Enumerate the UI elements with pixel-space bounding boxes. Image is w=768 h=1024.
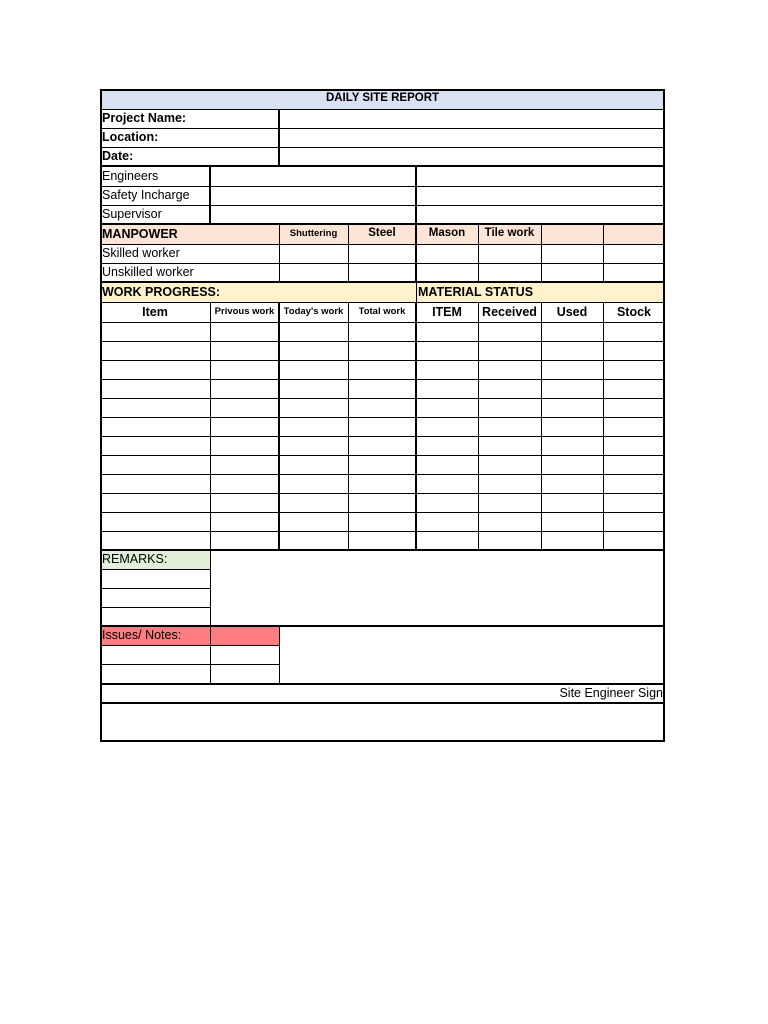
project-name-label: Project Name: (102, 111, 187, 126)
skilled-worker-label: Skilled worker (102, 246, 180, 261)
progress-col-today: Today's work (283, 306, 344, 318)
material-col-0: ITEM (432, 304, 462, 319)
safety-incharge-label: Safety Incharge (102, 188, 190, 203)
location-label: Location: (102, 130, 159, 145)
site-engineer-sign-label: Site Engineer Sign (559, 686, 663, 701)
material-col-3: Stock (616, 304, 652, 319)
progress-col-previous: Privous work (214, 306, 275, 318)
report-title: DAILY SITE REPORT (100, 89, 665, 109)
material-col-1: Received (482, 304, 537, 319)
progress-col-item: Item (142, 304, 168, 319)
issues-notes-label: Issues/ Notes: (100, 626, 210, 645)
manpower-trade-0: Shuttering (279, 224, 348, 244)
manpower-header: MANPOWER (100, 224, 279, 244)
material-col-2: Used (556, 304, 588, 319)
supervisor-label: Supervisor (102, 207, 162, 222)
date-label: Date: (102, 149, 134, 164)
unskilled-worker-label: Unskilled worker (102, 265, 194, 280)
work-progress-header: WORK PROGRESS: (100, 282, 416, 302)
report-border (100, 89, 665, 742)
manpower-trade-1: Steel (348, 224, 416, 244)
manpower-trade-3: Tile work (478, 224, 541, 244)
engineers-label: Engineers (102, 168, 159, 183)
manpower-trade-2: Mason (416, 224, 478, 244)
progress-col-total: Total work (358, 306, 406, 318)
material-status-header: MATERIAL STATUS (416, 282, 665, 302)
remarks-label: REMARKS: (100, 550, 210, 569)
